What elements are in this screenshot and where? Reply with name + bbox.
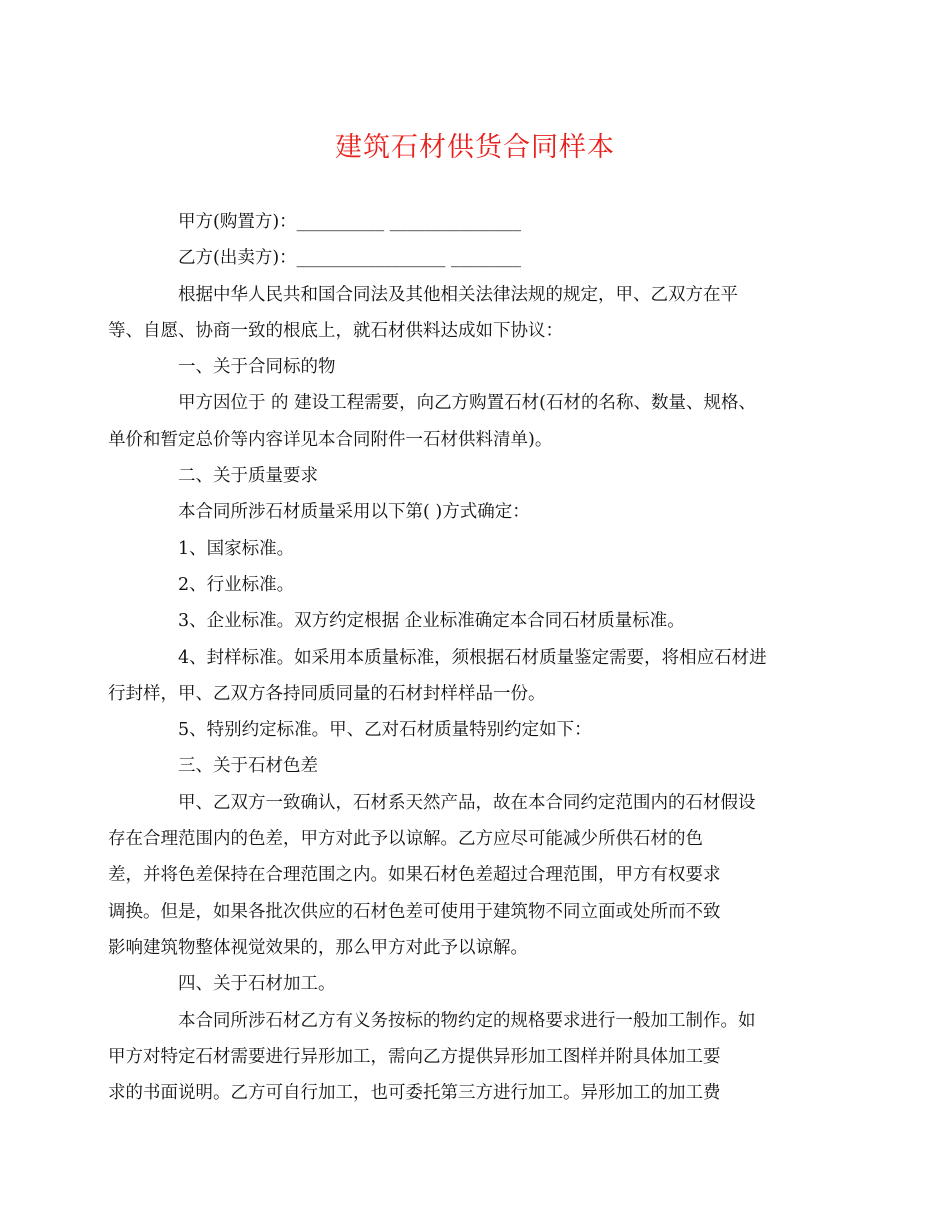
paragraph <box>108 1003 807 1112</box>
paragraph-line: 乙方(出卖方)：_________________ ________ <box>178 248 521 269</box>
paragraph-line: 调换。但是，如果各批次供应的石材色差可使用于建筑物不同立面或处所而不致 <box>108 901 721 922</box>
paragraph-line: 二、关于质量要求 <box>178 466 318 487</box>
paragraph <box>143 966 807 1002</box>
paragraph-line: 一、关于合同标的物 <box>178 357 336 378</box>
paragraph-line: 1、国家标准。 <box>178 538 295 559</box>
paragraph <box>108 277 807 350</box>
paragraph-line: 存在合理范围内的色差，甲方对此予以谅解。乙方应尽可能减少所供石材的色 <box>108 829 703 850</box>
paragraph <box>143 204 807 240</box>
paragraph-line: 根据中华人民共和国合同法及其他相关法律法规的规定，甲、乙双方在平 <box>178 284 738 305</box>
paragraph <box>143 603 807 639</box>
paragraph-line: 单价和暂定总价等内容详见本合同附件一石材供料清单)。 <box>108 429 553 450</box>
paragraph <box>108 640 807 713</box>
paragraph-line: 甲方因位于 的 建设工程需要，向乙方购置石材(石材的名称、数量、规格、 <box>178 393 756 414</box>
paragraph <box>143 494 807 530</box>
paragraph <box>108 385 807 458</box>
paragraph <box>143 567 807 603</box>
paragraph-line: 本合同所涉石材质量采用以下第( )方式确定： <box>178 502 530 523</box>
paragraph-line: 2、行业标准。 <box>178 574 295 595</box>
paragraph <box>143 458 807 494</box>
paragraph-line: 等、自愿、协商一致的根底上，就石材供料达成如下协议： <box>108 320 563 341</box>
paragraph-line: 甲、乙双方一致确认，石材系天然产品，故在本合同约定范围内的石材假设 <box>178 792 756 813</box>
paragraph <box>143 531 807 567</box>
paragraph-line: 3、企业标准。双方约定根据 企业标准确定本合同石材质量标准。 <box>178 611 685 632</box>
paragraph-line: 求的书面说明。乙方可自行加工，也可委托第三方进行加工。异形加工的加工费 <box>108 1083 721 1104</box>
paragraph <box>143 748 807 784</box>
paragraph <box>143 240 807 276</box>
paragraph-line: 差，并将色差保持在合理范围之内。如果石材色差超过合理范围，甲方有权要求 <box>108 865 721 886</box>
paragraph-line: 甲方(购置方)：__________ _______________ <box>178 212 521 232</box>
paragraph <box>143 349 807 385</box>
paragraph <box>143 712 807 748</box>
paragraph-line: 行封样，甲、乙双方各持同质同量的石材封样样品一份。 <box>108 683 546 704</box>
document-body <box>108 204 807 1111</box>
paragraph <box>108 785 807 966</box>
document-title: 建筑石材供货合同样本 <box>335 132 615 163</box>
paragraph-line: 四、关于石材加工。 <box>178 974 336 995</box>
paragraph-line: 三、关于石材色差 <box>178 756 318 777</box>
paragraph-line: 5、特别约定标准。甲、乙对石材质量特别约定如下： <box>178 720 592 741</box>
paragraph-line: 4、封样标准。如采用本质量标准，须根据石材质量鉴定需要，将相应石材进 <box>178 647 767 668</box>
paragraph-line: 本合同所涉石材乙方有义务按标的物约定的规格要求进行一般加工制作。如 <box>178 1010 756 1031</box>
paragraph-line: 甲方对特定石材需要进行异形加工，需向乙方提供异形加工图样并附具体加工要 <box>108 1046 721 1067</box>
paragraph-line: 影响建筑物整体视觉效果的，那么甲方对此予以谅解。 <box>108 937 528 958</box>
